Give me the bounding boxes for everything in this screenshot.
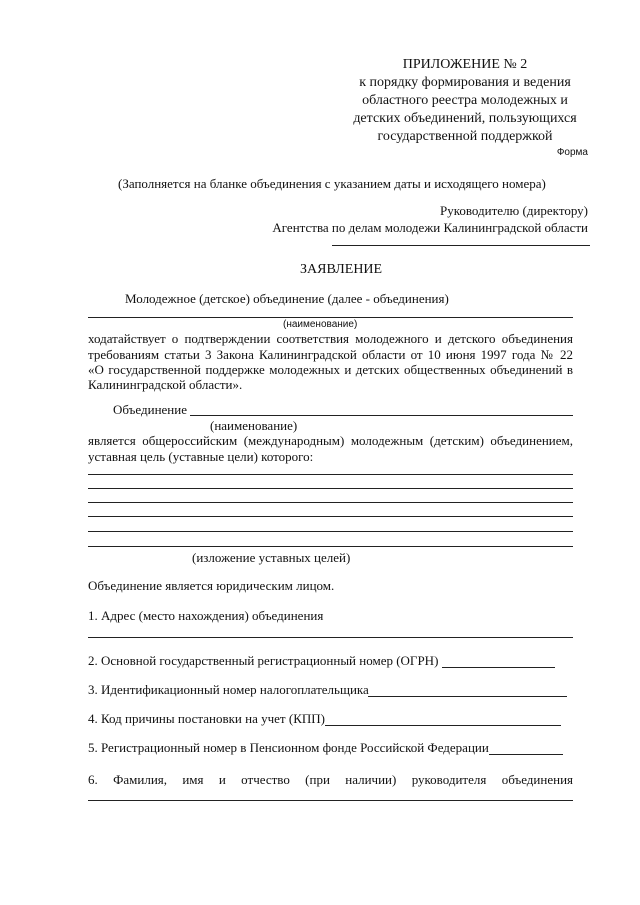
association-status-line-2: уставная цель (уставные цели) которого: xyxy=(88,449,314,464)
addressee-line-2: Агентства по делам молодежи Калининградской области xyxy=(272,220,588,235)
petition-line-2: требованиям статьи 3 Закона Калининградской области от 10 июня 1997 года № 22 xyxy=(88,347,573,362)
appendix-subtitle-line-3: детских объединений, пользующихся xyxy=(353,111,577,126)
association-name-line xyxy=(88,317,573,318)
item-ogrn-line xyxy=(442,667,555,668)
petition-line-3: «О государственной поддержке молодежных и детских общественных объединений в xyxy=(88,362,573,377)
legal-entity-statement: Объединение является юридическим лицом. xyxy=(88,578,335,593)
goals-line xyxy=(88,531,573,532)
addressee-line-1: Руководителю (директору) xyxy=(439,203,588,218)
item-ogrn-label: 2. Основной государственный регистрационный номер (ОГРН) xyxy=(88,653,439,668)
petition-line-1: ходатайствует о подтверждении соответствия молодежного и детского объединения xyxy=(88,331,573,346)
association-name-caption: (наименование) xyxy=(210,418,298,433)
item-pension-label: 5. Регистрационный номер в Пенсионном фонде Российской Федерации xyxy=(88,740,489,755)
appendix-subtitle-line-1: к порядку формирования и ведения xyxy=(359,75,571,90)
item-address-label: 1. Адрес (место нахождения) объединения xyxy=(88,608,324,623)
association-name-field-line xyxy=(190,415,573,416)
intro-name-caption: (наименование) xyxy=(283,319,358,330)
item-inn-line xyxy=(368,696,567,697)
item-pension-line xyxy=(489,754,563,755)
document-title: ЗАЯВЛЕНИЕ xyxy=(300,262,383,277)
item-head-name-label: 6. Фамилия, имя и отчество (при наличии) руководителя объединения xyxy=(88,772,573,787)
goals-line xyxy=(88,502,573,503)
item-address-line xyxy=(88,637,573,638)
appendix-title: ПРИЛОЖЕНИЕ № 2 xyxy=(402,57,528,72)
addressee-signature-line xyxy=(332,245,590,246)
item-kpp-line xyxy=(325,725,561,726)
association-label: Объединение xyxy=(113,402,187,417)
appendix-subtitle-line-2: областного реестра молодежных и xyxy=(362,93,568,108)
item-kpp-label: 4. Код причины постановки на учет (КПП) xyxy=(88,711,325,726)
appendix-subtitle-line-4: государственной поддержкой xyxy=(377,129,553,144)
association-status-line-1: является общероссийским (международным) молодежным (детским) объединением, xyxy=(88,433,573,448)
goals-caption: (изложение уставных целей) xyxy=(192,550,351,565)
petition-line-4: Калининградской области». xyxy=(88,377,243,392)
goals-line xyxy=(88,546,573,547)
goals-line xyxy=(88,516,573,517)
item-head-name-line xyxy=(88,800,573,801)
intro-text: Молодежное (детское) объединение (далее - объединения) xyxy=(125,291,449,306)
goals-line xyxy=(88,474,573,475)
instruction-note: (Заполняется на бланке объединения с указанием даты и исходящего номера) xyxy=(118,176,546,191)
item-inn-label: 3. Идентификационный номер налогоплательщика xyxy=(88,682,369,697)
form-label: Форма xyxy=(556,147,588,158)
goals-line xyxy=(88,488,573,489)
